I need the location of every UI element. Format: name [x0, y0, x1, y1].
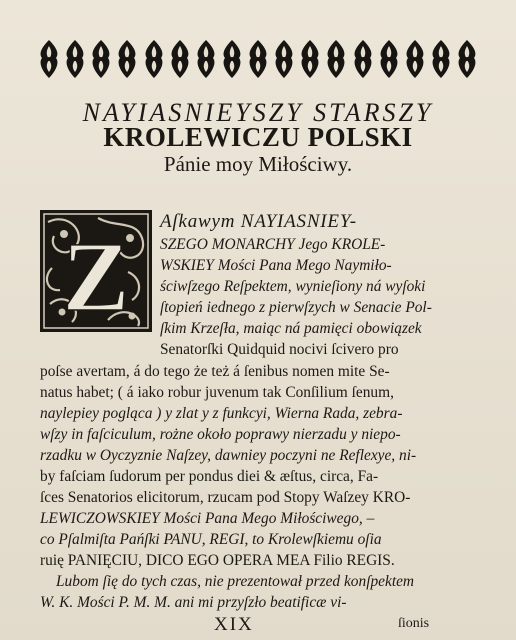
- text-line: naylepiey pogląca ) y zlat y z funkcyi, Wierna Rada, zebra-: [40, 405, 403, 422]
- text-line: WSKIEY Mości Pana Mego Naymiło-: [160, 257, 392, 274]
- text-line: by faſciam ſudorum per pondus diei & æſtus, circa, Fa-: [40, 468, 379, 485]
- text-line: rzadku w Oyczyznie Naſzey, dawniey poczyni ne Reflexye, ni-: [40, 447, 417, 464]
- initial-letter: Z: [62, 221, 130, 332]
- decorated-initial-z: [38, 208, 154, 334]
- text-line: poſse avertam, á do tego że też á ſenibus nomen mite Se-: [40, 363, 390, 380]
- text-line: SZEGO MONARCHY Jego KROLE-: [160, 236, 386, 253]
- text-line: Lubom ſię do tych czas, nie prezentował przed konſpektem: [56, 573, 415, 590]
- text-line: W. K. Mości P. M. M. ani mi przyſzło beatificæ vi-: [40, 594, 347, 611]
- leaf-ornament-icon: [114, 39, 140, 79]
- leaf-ornament-icon: [323, 39, 349, 79]
- leaf-ornament-icon: [376, 39, 402, 79]
- leaf-ornament-icon: [88, 39, 114, 79]
- text-line: natus habet; ( á iako robur juvenum tak Conſilium ſenum,: [40, 384, 394, 401]
- leaf-ornament-icon: [402, 39, 428, 79]
- text-line: Aſkawym NAYIASNIEY-: [160, 211, 357, 232]
- heading-line-2: KROLEWICZU POLSKI: [103, 122, 413, 152]
- text-line: LEWICZOWSKIEY Mości Pana Mego Miłościwego, –: [40, 510, 375, 527]
- ornament-border: [36, 38, 480, 80]
- heading-line-3: Pánie moy Miłościwy.: [163, 152, 353, 176]
- text-line: ściwſzego Reſpektem, wynieſiony ná wyſoki: [160, 278, 426, 295]
- text-line: ſtopień iednego z pierwſzych w Senacie Pol-: [160, 299, 432, 316]
- text-line: ſces Senatorios elicitorum, rzucam pod Stopy Waſzey KRO-: [40, 489, 411, 506]
- text-line: co Pſalmiſta Pańſki PANU, REGI, to Krolewſkiemu oſia: [40, 531, 382, 548]
- leaf-ornament-icon: [297, 39, 323, 79]
- leaf-ornament-icon: [350, 39, 376, 79]
- leaf-ornament-icon: [454, 39, 480, 79]
- leaf-ornament-icon: [245, 39, 271, 79]
- leaf-ornament-icon: [36, 39, 62, 79]
- text-line: ruię PANIĘCIU, DICO EGO OPERA MEA Filio REGIS.: [40, 552, 395, 569]
- leaf-ornament-icon: [62, 39, 88, 79]
- leaf-ornament-icon: [219, 39, 245, 79]
- leaf-ornament-icon: [271, 39, 297, 79]
- catchword: ſionis: [398, 616, 430, 631]
- leaf-ornament-icon: [193, 39, 219, 79]
- text-line: ſkim Krzeſła, maiąc ná pamięci obowiązek: [160, 320, 422, 337]
- text-line: Senatorſki Quidquid nocivi ſcivero pro: [160, 341, 399, 358]
- text-line: wſzy in faſciculum, rożne około poprawy nierzadu y niepo-: [40, 426, 401, 443]
- leaf-ornament-icon: [141, 39, 167, 79]
- leaf-ornament-icon: [167, 39, 193, 79]
- signature-mark: XIX: [214, 614, 254, 635]
- leaf-ornament-icon: [428, 39, 454, 79]
- heading-line-1: NAYIASNIEYSZY STARSZY: [82, 98, 434, 127]
